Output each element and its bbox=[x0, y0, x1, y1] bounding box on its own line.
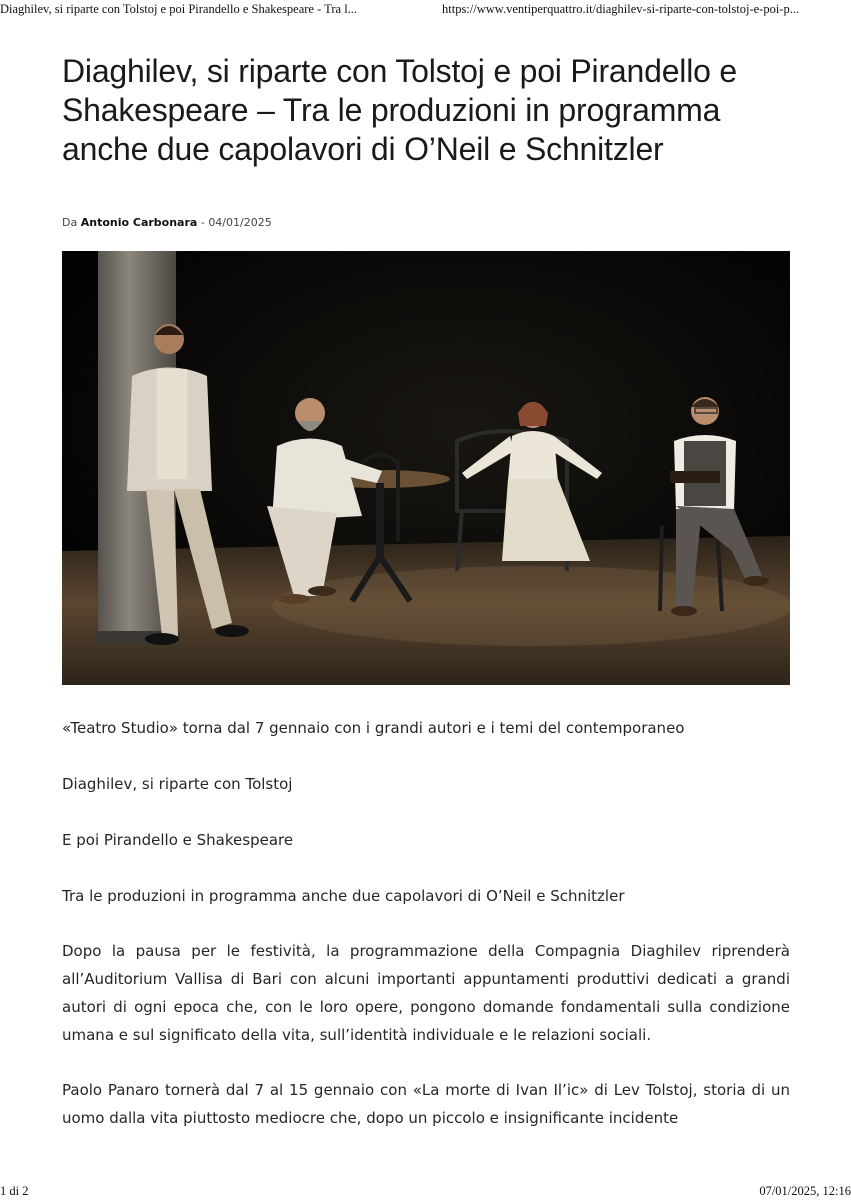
byline-author-link[interactable]: Antonio Carbonara bbox=[80, 216, 198, 229]
print-page-number: 1 di 2 bbox=[0, 1184, 29, 1198]
print-footer bbox=[0, 1184, 851, 1200]
print-header-url: https://www.ventiperquattro.it/diaghilev-si-riparte-con-tolstoj-e-poi-p... bbox=[442, 2, 800, 16]
print-datetime: 07/01/2025, 12:16 bbox=[759, 1184, 851, 1198]
print-header-title: Diaghilev, si riparte con Tolstoj e poi Pirandello e Shakespeare - Tra l... bbox=[0, 2, 358, 16]
article-paragraph: Diaghilev, si riparte con Tolstoj bbox=[62, 775, 293, 793]
article-paragraph: E poi Pirandello e Shakespeare bbox=[62, 831, 294, 849]
article-paragraph: Paolo Panaro tornerà dal 7 al 15 gennaio con «La morte di Ivan Il’ic» di Lev Tolstoj, storia di un uomo dalla vita piuttosto mediocre che, dopo un piccolo e insignificante incidente bbox=[62, 1081, 790, 1127]
print-header bbox=[0, 2, 851, 18]
article-paragraph: Tra le produzioni in programma anche due capolavori di O’Neil e Schnitzler bbox=[62, 887, 625, 905]
byline-date: 04/01/2025 bbox=[208, 216, 272, 229]
article-title: Diaghilev, si riparte con Tolstoj e poi Pirandello e Shakespeare – Tra le produzioni in programma anche due capolavori di O’Neil e Schnitzler bbox=[62, 53, 738, 167]
article-photo bbox=[62, 251, 790, 685]
article-paragraph: Dopo la pausa per le festività, la programmazione della Compagnia Diaghilev riprenderà all’Auditorium Vallisa di Bari con alcuni importanti appuntamenti produttivi dedicati a grandi autori di ogni epoca che, con le loro opere, pongono domande fondamentali sulla condizione umana e sul significato della vita, sull’identità individuale e le relazioni sociali. bbox=[62, 942, 790, 1044]
byline-separator: - bbox=[200, 216, 205, 229]
article-paragraph: «Teatro Studio» torna dal 7 gennaio con i grandi autori e i temi del contemporaneo bbox=[62, 719, 685, 737]
byline-prefix: Da bbox=[62, 216, 78, 229]
article-byline bbox=[62, 216, 272, 229]
